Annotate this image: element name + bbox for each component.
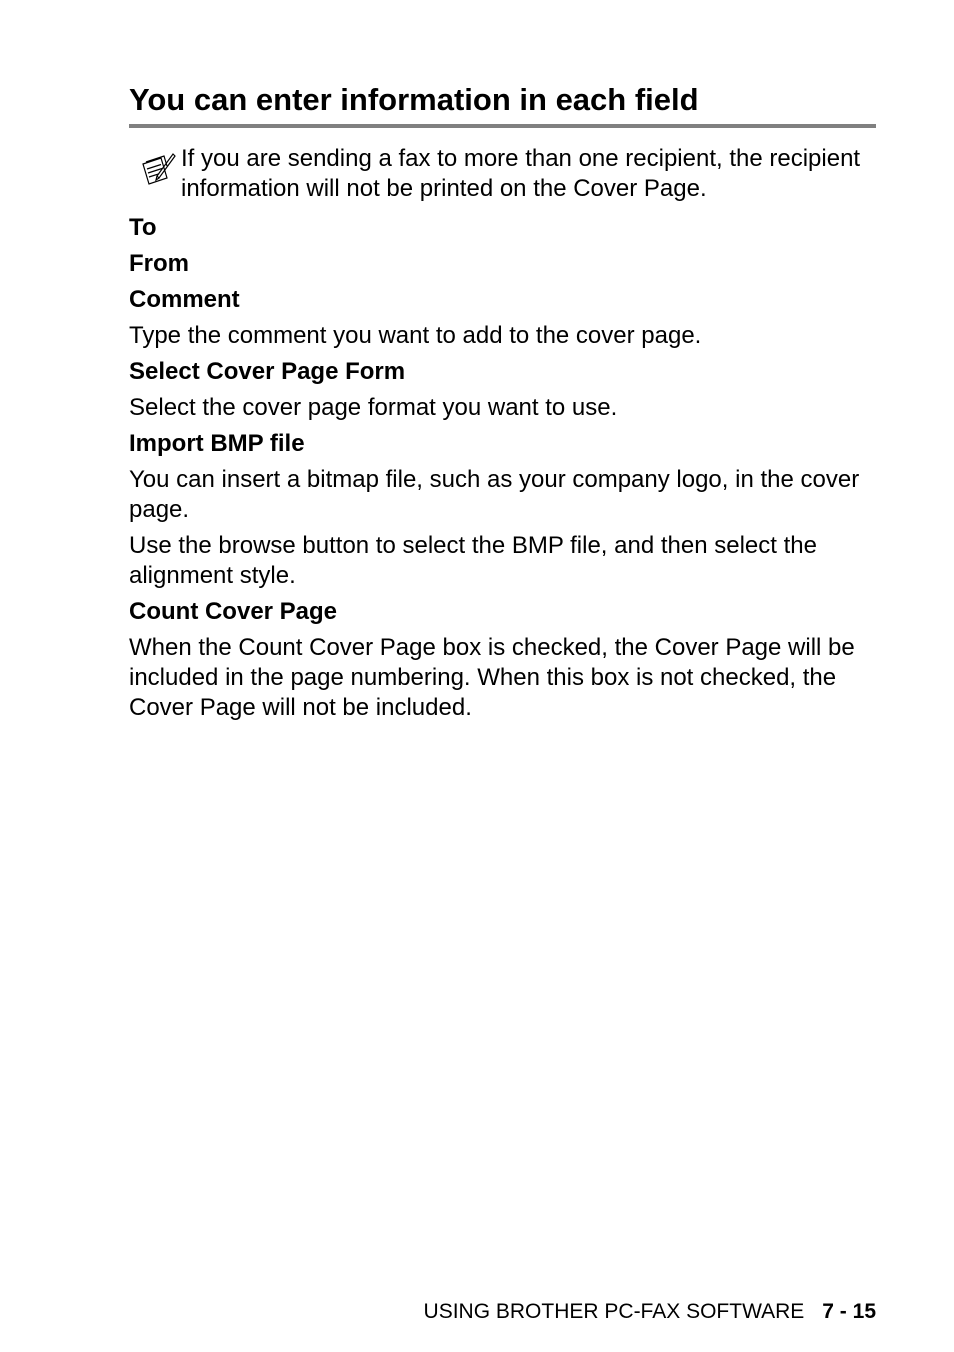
field-desc-comment: Type the comment you want to add to the cover page. bbox=[129, 322, 702, 349]
field-desc-count-cover-page: When the Count Cover Page box is checked, the Cover Page will be included in the page numbering. When this box is not checked, the Cover Page will not be included. bbox=[129, 634, 855, 721]
note-pencil-icon bbox=[137, 150, 177, 190]
field-label-import-bmp-file: Import BMP file bbox=[129, 430, 305, 457]
page-title: You can enter information in each field bbox=[129, 82, 699, 117]
footer-section-title: USING BROTHER PC-FAX SOFTWARE bbox=[423, 1300, 805, 1323]
field-label-to: To bbox=[129, 214, 157, 241]
note-text: If you are sending a fax to more than one recipient, the recipient information will not be printed on the Cover Page. bbox=[181, 145, 861, 202]
field-label-from: From bbox=[129, 250, 189, 277]
footer-page-number: 7 - 15 bbox=[822, 1300, 876, 1323]
field-desc-import-bmp-browse: Use the browse button to select the BMP file, and then select the alignment style. bbox=[129, 532, 817, 589]
field-desc-import-bmp-file: You can insert a bitmap file, such as your company logo, in the cover page. bbox=[129, 466, 860, 523]
heading-divider bbox=[129, 124, 876, 128]
field-desc-select-cover-page-form: Select the cover page format you want to use. bbox=[129, 394, 618, 421]
field-descriptions bbox=[129, 213, 879, 729]
field-label-count-cover-page: Count Cover Page bbox=[129, 598, 338, 625]
page-footer bbox=[424, 1298, 876, 1326]
field-label-comment: Comment bbox=[129, 286, 240, 313]
field-label-select-cover-page-form: Select Cover Page Form bbox=[129, 358, 406, 385]
